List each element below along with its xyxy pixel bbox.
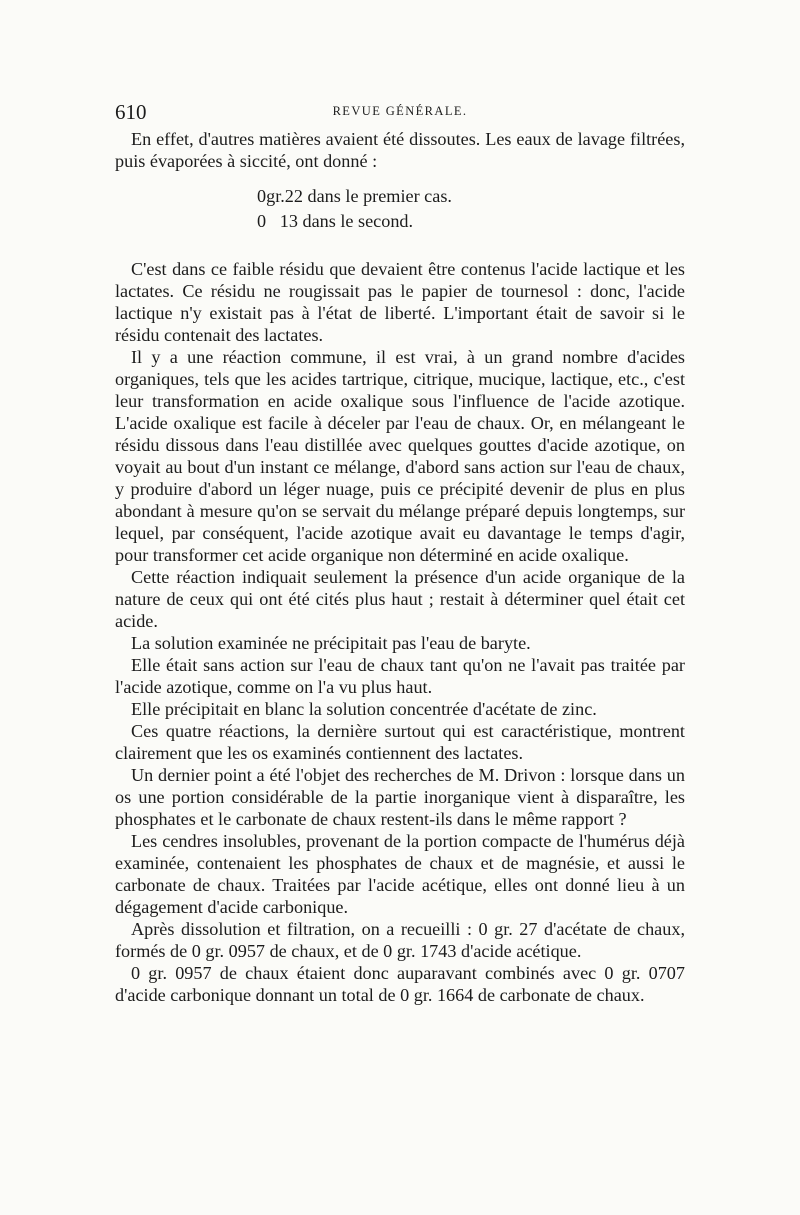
paragraph: 0 gr. 0957 de chaux étaient donc auparavant combinés avec 0 gr. 0707 d'acide carbonique donnant un total de 0 gr. 1664 de carbonate de chaux. bbox=[115, 963, 685, 1005]
results-list bbox=[257, 184, 685, 234]
paragraph: Il y a une réaction commune, il est vrai, à un grand nombre d'acides organiques, tels que les acides tartrique, citrique, mucique, lactique, etc., c'est leur transformation en acide oxalique sous l'influence de l'acide azotique. L'acide oxalique est facile à déceler par l'eau de chaux. Or, en mélangeant le résidu dissous dans l'eau distillée avec quelques gouttes d'acide azotique, on voyait au bout d'un instant ce mélange, d'abord sans action sur l'eau de chaux, y produire d'abord un léger nuage, puis ce précipité devenir de plus en plus abondant à mesure qu'on se servait du mélange préparé depuis longtemps, sur lequel, par conséquent, l'acide azotique avait eu davantage le temps d'agir, pour transformer cet acide organique non déterminé en acide oxalique. bbox=[115, 347, 685, 565]
running-title: REVUE GÉNÉRALE. bbox=[332, 104, 468, 118]
paragraph: Ces quatre réactions, la dernière surtout qui est caractéristique, montrent clairement que les os examinés contiennent des lactates. bbox=[115, 721, 685, 763]
page-number: 610 bbox=[115, 100, 147, 124]
paragraph: La solution examinée ne précipitait pas l'eau de baryte. bbox=[131, 633, 531, 653]
paragraph: Elle précipitait en blanc la solution concentrée d'acétate de zinc. bbox=[131, 699, 597, 719]
result-line: 0gr.22 dans le premier cas. bbox=[257, 186, 452, 206]
paragraph: Cette réaction indiquait seulement la présence d'un acide organique de la nature de ceux qui ont été cités plus haut ; restait à déterminer quel était cet acide. bbox=[115, 567, 685, 631]
body-text bbox=[115, 128, 685, 1006]
paragraph: Elle était sans action sur l'eau de chaux tant qu'on ne l'avait pas traitée par l'acide azotique, comme on l'a vu plus haut. bbox=[115, 655, 685, 697]
paragraph: Après dissolution et filtration, on a recueilli : 0 gr. 27 d'acétate de chaux, formés de 0 gr. 0957 de chaux, et de 0 gr. 1743 d'acide acétique. bbox=[115, 919, 685, 961]
paragraph: En effet, d'autres matières avaient été dissoutes. Les eaux de lavage filtrées, puis évaporées à siccité, ont donné : bbox=[115, 129, 685, 171]
paragraph: Un dernier point a été l'objet des recherches de M. Drivon : lorsque dans un os une portion considérable de la partie inorganique vient à disparaître, les phosphates et le carbonate de chaux restent-ils dans le même rapport ? bbox=[115, 765, 685, 829]
paragraph: Les cendres insolubles, provenant de la portion compacte de l'humérus déjà examinée, contenaient les phosphates de chaux et de magnésie, et aussi le carbonate de chaux. Traitées par l'acide acétique, elles ont donné lieu à un dégagement d'acide carbonique. bbox=[115, 831, 685, 917]
page-header bbox=[115, 100, 685, 124]
paragraph: C'est dans ce faible résidu que devaient être contenus l'acide lactique et les lactates. Ce résidu ne rougissait pas le papier de tournesol : donc, l'acide lactique n'y existait pas à l'état de liberté. L'important était de savoir si le résidu contenait des lactates. bbox=[115, 259, 685, 345]
result-line: 0 13 dans le second. bbox=[257, 211, 414, 231]
